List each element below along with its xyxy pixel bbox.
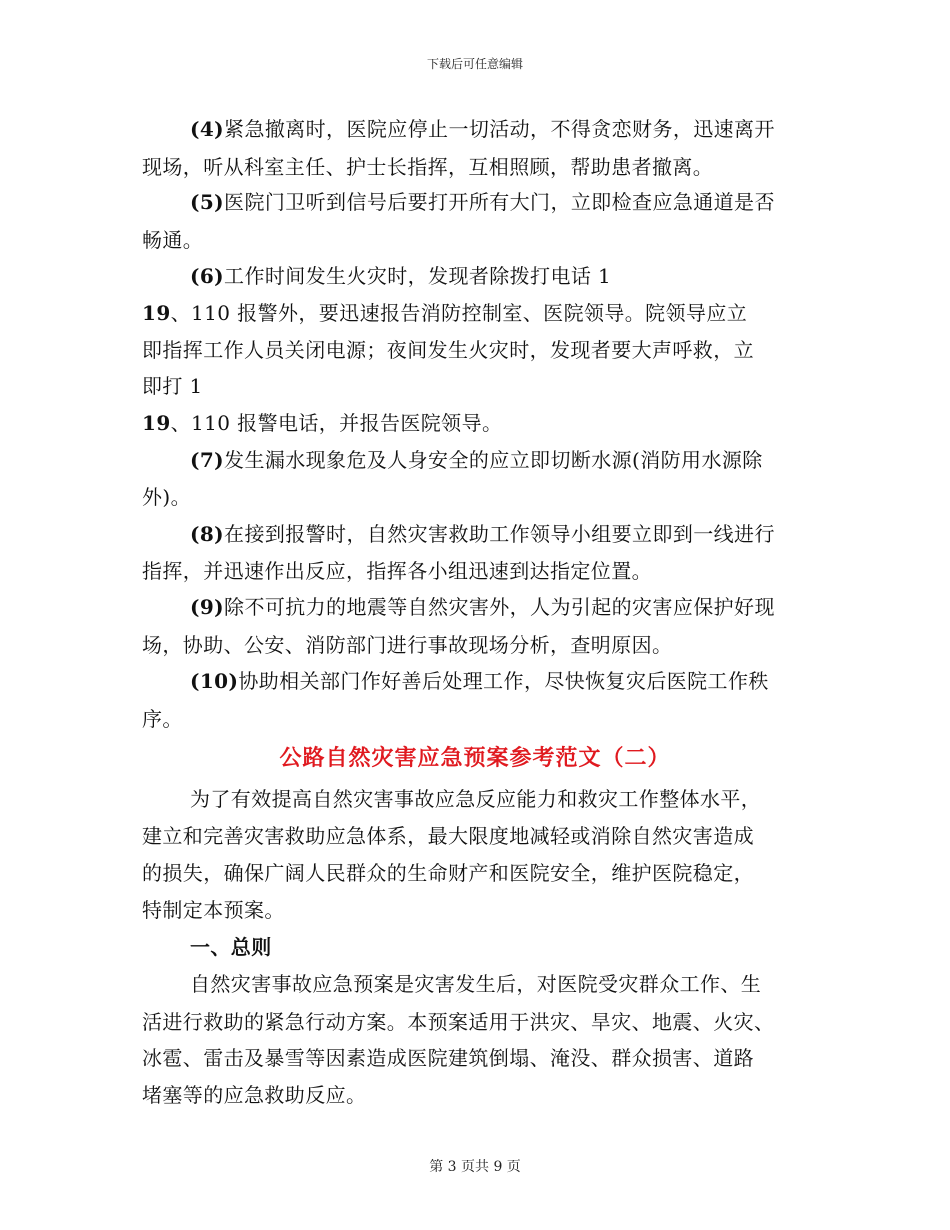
text-line [190,264,611,288]
text-line [142,155,713,179]
text-line [142,374,203,398]
item-number: 19 [142,411,171,435]
text-line [190,190,775,214]
intro-line: 为了有效提高自然灾害事故应急反应能力和救灾工作整体水平， [190,787,762,811]
line-text: 在接到报警时，自然灾害救助工作领导小组要立即到一线进行 [224,522,775,546]
item-number: 19 [142,301,171,325]
line-text: 指挥，并迅速作出反应，指挥各小组迅速到达指定位置。 [142,559,652,583]
text-line [142,485,191,509]
text-line [142,633,672,657]
item-number: (10) [190,669,239,693]
item-number: (5) [190,190,225,214]
line-text: 发生漏水现象危及人身安全的应立即切断水源(消防用水源除 [224,448,763,472]
text-line [142,559,652,583]
item-number: (6) [190,264,225,288]
section-heading: 一、总则 [190,935,272,959]
intro-line: 的损失，确保广阔人民群众的生命财产和医院安全，维护医院稳定， [142,861,754,885]
line-text: 现场，听从科室主任、护士长指挥，互相照顾，帮助患者撤离。 [142,155,714,179]
item-number: (7) [190,448,225,472]
page-header: 下载后可任意编辑 [426,57,523,71]
text-line [142,301,747,325]
body-line: 活进行救助的紧急行动方案。本预案适用于洪灾、旱灾、地震、火灾、 [142,1010,775,1034]
line-text: 即指挥工作人员关闭电源；夜间发生火灾时，发现者要大声呼救，立 [142,338,754,362]
intro-line: 建立和完善灾害救助应急体系，最大限度地减轻或消除自然灾害造成 [142,824,754,848]
body-line: 自然灾害事故应急预案是灾害发生后，对医院受灾群众工作、生 [190,972,762,996]
text-line [190,595,775,619]
line-text: 协助相关部门作好善后处理工作，尽快恢复灾后医院工作秩 [238,669,769,693]
line-text: 序。 [142,707,183,731]
text-line [142,707,183,731]
line-text: 、110 报警电话，并报告医院领导。 [170,411,503,435]
body-line: 冰雹、雷击及暴雪等因素造成医院建筑倒塌、淹没、群众损害、道路 [142,1046,754,1070]
page-footer: 第 3 页共 9 页 [429,1159,521,1175]
line-text: 工作时间发生火灾时，发现者除拨打电话 1 [224,264,612,288]
item-number: (9) [190,595,225,619]
line-text: 、110 报警外，要迅速报告消防控制室、医院领导。院领导应立 [170,301,748,325]
text-line [190,448,763,472]
text-line [142,338,754,362]
text-line [142,411,502,435]
section-title: 公路自然灾害应急预案参考范文（二） [279,746,671,771]
intro-line: 特制定本预案。 [142,898,285,922]
text-line [190,522,775,546]
text-line [190,117,775,141]
line-text: 外)。 [142,485,192,509]
body-line: 堵塞等的应急救助反应。 [142,1083,367,1107]
line-text: 畅通。 [142,228,204,252]
line-text: 除不可抗力的地震等自然灾害外，人为引起的灾害应保护好现 [224,595,775,619]
item-number: (8) [190,522,225,546]
line-text: 医院门卫听到信号后要打开所有大门，立即检查应急通道是否 [224,190,775,214]
line-text: 即打 1 [142,374,203,398]
item-number: (4) [190,117,225,141]
text-line [190,669,769,693]
text-line [142,228,203,252]
line-text: 场，协助、公安、消防部门进行事故现场分析，查明原因。 [142,633,673,657]
line-text: 紧急撤离时，医院应停止一切活动，不得贪恋财务，迅速离开 [224,117,775,141]
